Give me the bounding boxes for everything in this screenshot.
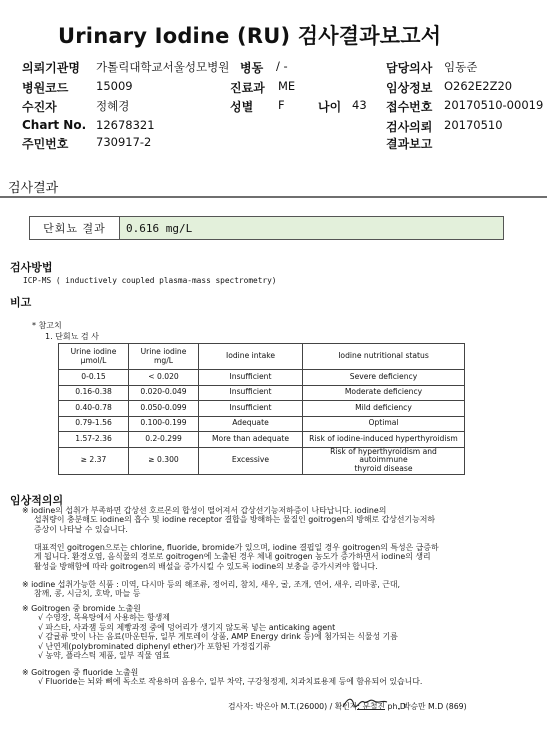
table-cell: ≥ 0.300 xyxy=(129,447,199,474)
bromide-item: √ 난연제(polybrominated diphenyl ether)가 포함된 가정집기류 xyxy=(38,641,271,651)
method-title: 검사방법 xyxy=(10,261,53,274)
clinical-info-value: O262E2Z20 xyxy=(444,79,513,93)
examiner-signature-line: 검사자: 박은아 M.T.(26000) / 확인자: 문철진 ph.D xyxy=(228,702,406,711)
request-date-label: 검사의뢰 xyxy=(386,120,433,134)
paragraph-line: 섭취량이 충분해도 iodine의 흡수 및 iodine receptor 결합을 방해하는 물질인 goitrogen의 방해로 갑상선기능저하 xyxy=(34,515,435,525)
table-cell: Risk of hyperthyroidism and autoimmune thyroid disease xyxy=(303,447,465,474)
table-cell: < 0.020 xyxy=(129,370,199,386)
clinical-notes-title: 임상적의의 xyxy=(10,494,64,507)
bromide-item: √ 농약, 플라스틱 제품, 일부 직물 염료 xyxy=(38,651,170,661)
table-cell: Insufficient xyxy=(199,385,303,401)
ward-label: 병동 xyxy=(240,61,264,75)
age-label: 나이 xyxy=(318,100,342,114)
table-row xyxy=(59,401,465,417)
table-row xyxy=(59,432,465,448)
clinical-paragraph-1 xyxy=(22,506,435,534)
patient-value: 정혜경 xyxy=(96,99,130,113)
table-cell: Insufficient xyxy=(199,401,303,417)
paragraph-line: ※ iodine의 섭취가 부족하면 갑상선 호르몬의 합성이 떨어져서 갑상선기능저하증이 나타납니다. iodine의 xyxy=(22,506,387,515)
table-cell: 1.57-2.36 xyxy=(59,432,129,448)
institution-label: 의뢰기관명 xyxy=(22,61,80,75)
table-row xyxy=(59,447,465,474)
method-text: ICP-MS ( inductively coupled plasma-mass spectrometry) xyxy=(23,276,277,285)
age-value: 43 xyxy=(352,98,367,112)
clinical-info-label: 임상정보 xyxy=(386,81,433,95)
resident-number-label: 주민번호 xyxy=(22,137,69,151)
physician-value: 임동준 xyxy=(444,60,478,74)
table-cell: Excessive xyxy=(199,447,303,474)
result-box xyxy=(29,216,504,240)
remarks-title: 비고 xyxy=(10,296,32,309)
physician-signature-line: , 박승만 M.D (869) xyxy=(398,702,467,711)
hospital-code-label: 병원코드 xyxy=(22,81,69,95)
resident-number-value: 730917-2 xyxy=(96,135,152,149)
report-title: Urinary Iodine (RU) 검사결과보고서 xyxy=(58,24,442,48)
signature-underline xyxy=(357,709,385,710)
table-cell: Severe deficiency xyxy=(303,370,465,386)
paragraph-line: 참깨, 콩, 시금치, 호박, 마늘 등 xyxy=(34,589,141,599)
request-date-value: 20170510 xyxy=(444,118,503,132)
table-cell: Insufficient xyxy=(199,370,303,386)
header-cell: Iodine nutritional status xyxy=(303,344,465,370)
sex-value: F xyxy=(278,98,285,112)
header-cell: Urine iodine μmol/L xyxy=(59,344,129,370)
bromide-item: √ 수영장, 목욕탕에서 사용하는 항생제 xyxy=(38,613,170,623)
fluoride-section xyxy=(22,668,422,687)
chart-number-label: Chart No. xyxy=(22,118,87,132)
table-cell: Moderate deficiency xyxy=(303,385,465,401)
results-section-title: 검사결과 xyxy=(8,181,59,196)
chart-number-value: 12678321 xyxy=(96,118,155,132)
paragraph-line: 대표적인 goitrogen으로는 chlorine, fluoride, bromide가 있으며, iodine 결핍일 경우 goitrogen의 특성은 급증하 xyxy=(34,543,439,552)
result-label: 단회뇨 결과 xyxy=(30,217,120,239)
table-row xyxy=(59,416,465,432)
table-cell: 0.020-0.049 xyxy=(129,385,199,401)
bromide-item: √ 감귤류 맛이 나는 음료(마운틴듀, 일부 게토레이 상품, AMP Energy drink 등)에 첨가되는 식물성 기름 xyxy=(38,632,398,642)
table-cell: 0.050-0.099 xyxy=(129,401,199,417)
bromide-section xyxy=(22,604,398,661)
table-cell: Optimal xyxy=(303,416,465,432)
header-cell: Iodine intake xyxy=(199,344,303,370)
table-cell: 0.2-0.299 xyxy=(129,432,199,448)
fluoride-title: ※ Goitrogen 중 fluoride 노출원 xyxy=(22,668,139,677)
table-row xyxy=(59,370,465,386)
report-date-label: 결과보고 xyxy=(386,137,433,151)
bromide-title: ※ Goitrogen 중 bromide 노출원 xyxy=(22,604,141,613)
table-cell: Adequate xyxy=(199,416,303,432)
reference-table-header xyxy=(59,344,465,370)
bromide-item: √ 파스타, 사과잼 등의 제빵과정 중에 덩어리가 생기지 않도록 넣는 anticaking agent xyxy=(38,622,336,632)
table-cell: 0.100-0.199 xyxy=(129,416,199,432)
table-cell: More than adequate xyxy=(199,432,303,448)
paragraph-line: 증상이 나타날 수 있습니다. xyxy=(34,524,128,534)
hospital-code-value: 15009 xyxy=(96,79,133,93)
header-cell: Urine iodine mg/L xyxy=(129,344,199,370)
fluoride-item: √ Fluoride는 뇌와 뼈에 독소로 작용하며 음용수, 일부 차약, 구강청정제, 치과치료용제 등에 함유되어 있습니다. xyxy=(38,677,423,687)
paragraph-line: 게 됩니다. 환경오염, 음식물의 경로로 goitrogen에 노출된 경우 체내 goitrogen 농도가 증가하면서 iodine의 생리 xyxy=(34,552,431,562)
paragraph-line: 활성을 방해함에 따라 goitrogen의 배설을 증가시킬 수 있도록 iodine의 보충을 증가시켜야 합니다. xyxy=(34,561,378,571)
table-cell: 0-0.15 xyxy=(59,370,129,386)
table-cell: 0.79-1.56 xyxy=(59,416,129,432)
clinical-paragraph-2 xyxy=(34,543,439,571)
patient-label: 수진자 xyxy=(22,100,57,114)
table-cell: 0.16-0.38 xyxy=(59,385,129,401)
table-cell: Mild deficiency xyxy=(303,401,465,417)
table-cell: Risk of iodine-induced hyperthyroidism xyxy=(303,432,465,448)
department-label: 진료과 xyxy=(230,81,265,95)
ward-value: / - xyxy=(276,59,288,73)
handwritten-signature xyxy=(340,693,390,713)
department-value: ME xyxy=(278,79,296,93)
reference-heading: * 참고치 xyxy=(32,321,62,330)
table-row xyxy=(59,385,465,401)
clinical-paragraph-3 xyxy=(22,580,400,599)
reference-subheading: 1. 단회뇨 검 사 xyxy=(45,332,99,341)
sex-label: 성별 xyxy=(230,100,254,114)
receipt-number-value: 20170510-00019 xyxy=(444,98,544,112)
physician-label: 담당의사 xyxy=(386,61,433,75)
section-divider xyxy=(0,196,547,198)
table-cell: ≥ 2.37 xyxy=(59,447,129,474)
receipt-number-label: 접수번호 xyxy=(386,100,433,114)
institution-value: 가톨릭대학교서울성모병원 xyxy=(96,60,230,74)
paragraph-line: ※ iodine 섭취가능한 식품 : 미역, 다시마 등의 해조류, 정어리, 참치, 새우, 굴, 조개, 연어, 새우, 리마콩, 근대, xyxy=(22,580,400,589)
table-cell: 0.40-0.78 xyxy=(59,401,129,417)
result-value: 0.616 mg/L xyxy=(120,217,503,239)
reference-table xyxy=(58,343,465,475)
